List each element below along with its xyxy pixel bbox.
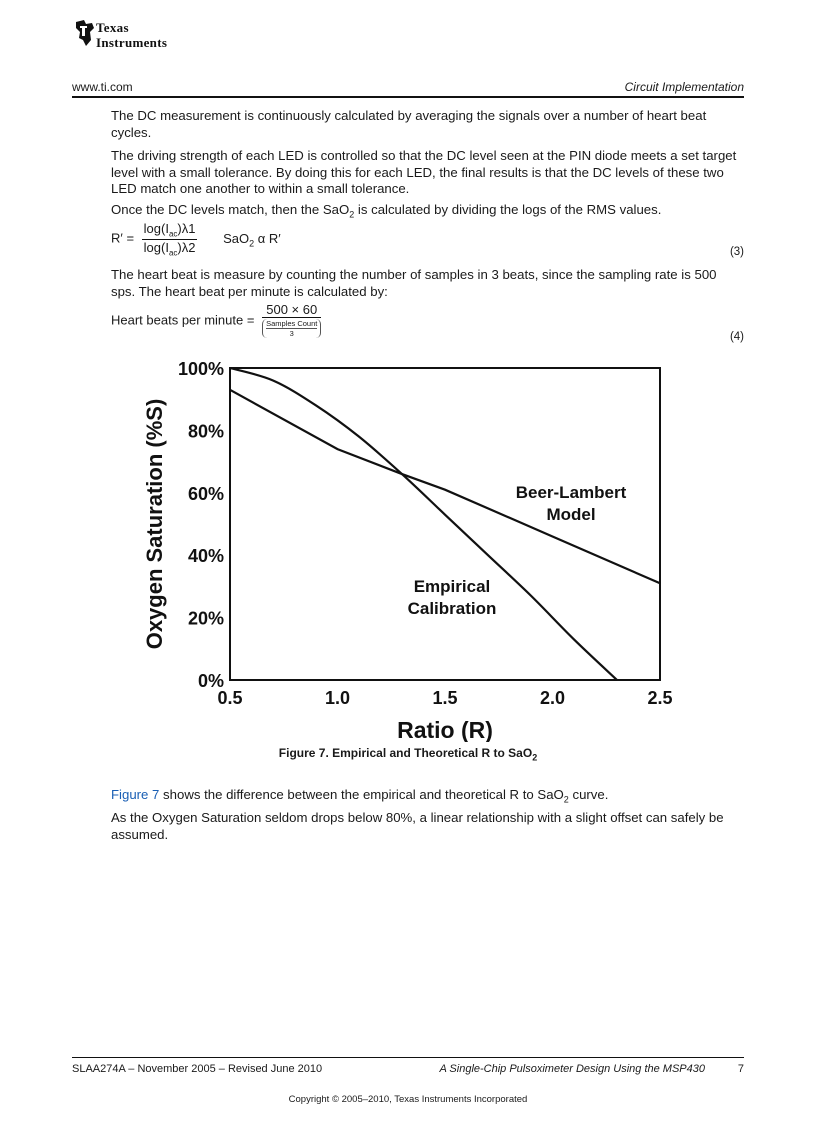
series-annotation: Empirical xyxy=(413,577,491,596)
y-tick-label: 20% xyxy=(187,608,224,629)
eq4-lhs: Heart beats per minute = xyxy=(111,312,255,328)
series-annotation: Beer-Lambert xyxy=(515,483,627,502)
series-annotation: Calibration xyxy=(407,599,497,618)
y-tick-label: 60% xyxy=(187,483,224,504)
x-tick-label: 1.0 xyxy=(324,688,351,708)
equation-3 xyxy=(111,221,281,257)
figure-caption: Figure 7. Empirical and Theoretical R to SaO$_2$ xyxy=(278,746,538,763)
x-tick-label: 2.0 xyxy=(539,688,566,708)
y-tick-label: 80% xyxy=(187,421,224,442)
series-annotation: Model xyxy=(546,505,596,524)
eq3-fraction: $\frac{\log(I_{ac})\lambda 1}{\log(I_{ac})\lambda 2}$ xyxy=(143,221,196,258)
footer-doc-id: SLAA274A – November 2005 – Revised June 2010 xyxy=(72,1063,323,1075)
oxygen-saturation-chart xyxy=(130,352,690,742)
figure-7-link[interactable]: Figure 7 xyxy=(111,787,160,802)
footer-page-number: 7 xyxy=(737,1063,744,1075)
brand-line1: Texas xyxy=(96,20,129,35)
y-tick-label: 40% xyxy=(187,546,224,567)
header-rule xyxy=(72,96,744,98)
y-tick-label: 100% xyxy=(177,359,224,379)
equation-3-number: (3) xyxy=(729,246,744,258)
paragraph-dc-measurement: The DC measurement is continuously calculated by averaging the signals over a number of heart beat cycles. xyxy=(111,108,707,140)
paragraph-led-strength: The driving strength of each LED is controlled so that the DC level seen at the PIN diode meets a set target level with a small tolerance. By doing this for each LED, the final results is that the DC levels of these two LED match one another to within a small tolerance. xyxy=(111,148,737,196)
header-section: Circuit Implementation xyxy=(624,80,744,94)
empirical-calibration-line xyxy=(230,368,617,680)
ti-logo xyxy=(74,18,204,54)
paragraph-heart-beat: The heart beat is measure by counting the number of samples in 3 beats, since the sampling rate is 500 sps. The heart beat per minute is calculated by: xyxy=(111,267,717,299)
equation-4-number: (4) xyxy=(729,331,744,343)
equation-4 xyxy=(111,302,321,338)
eq3-rhs: SaO$_2$ α R′ xyxy=(223,230,281,249)
x-axis-label: Ratio (R) xyxy=(397,717,493,742)
y-axis-label: Oxygen Saturation (%S) xyxy=(142,398,167,650)
y-tick-label: 0% xyxy=(197,671,224,691)
paragraph-dc-match: Once the DC levels match, then the SaO$_2$ is calculated by dividing the logs of the RMS values. xyxy=(111,202,662,220)
brand-line2: Instruments xyxy=(96,35,168,50)
x-tick-label: 1.5 xyxy=(432,688,458,708)
eq3-lhs: R′ = xyxy=(111,230,135,246)
ti-logo-icon xyxy=(74,18,96,48)
paragraph-figure-reference: Figure 7 shows the difference between the empirical and theoretical R to SaO$_2$ curve. xyxy=(111,787,609,805)
eq4-fraction: 500 × 60 Samples Count 3 xyxy=(262,302,321,338)
footer-title: A Single-Chip Pulsoximeter Design Using the MSP430 xyxy=(439,1063,705,1075)
paragraph-linear-relationship: As the Oxygen Saturation seldom drops below 80%, a linear relationship with a slight offset can safely be assumed. xyxy=(111,810,724,842)
footer-copyright: Copyright © 2005–2010, Texas Instruments Incorporated xyxy=(288,1094,528,1105)
header-url[interactable]: www.ti.com xyxy=(72,80,133,94)
plot-frame xyxy=(230,368,660,680)
footer-rule xyxy=(72,1057,744,1058)
x-tick-label: 0.5 xyxy=(217,688,243,708)
x-tick-label: 2.5 xyxy=(647,688,673,708)
